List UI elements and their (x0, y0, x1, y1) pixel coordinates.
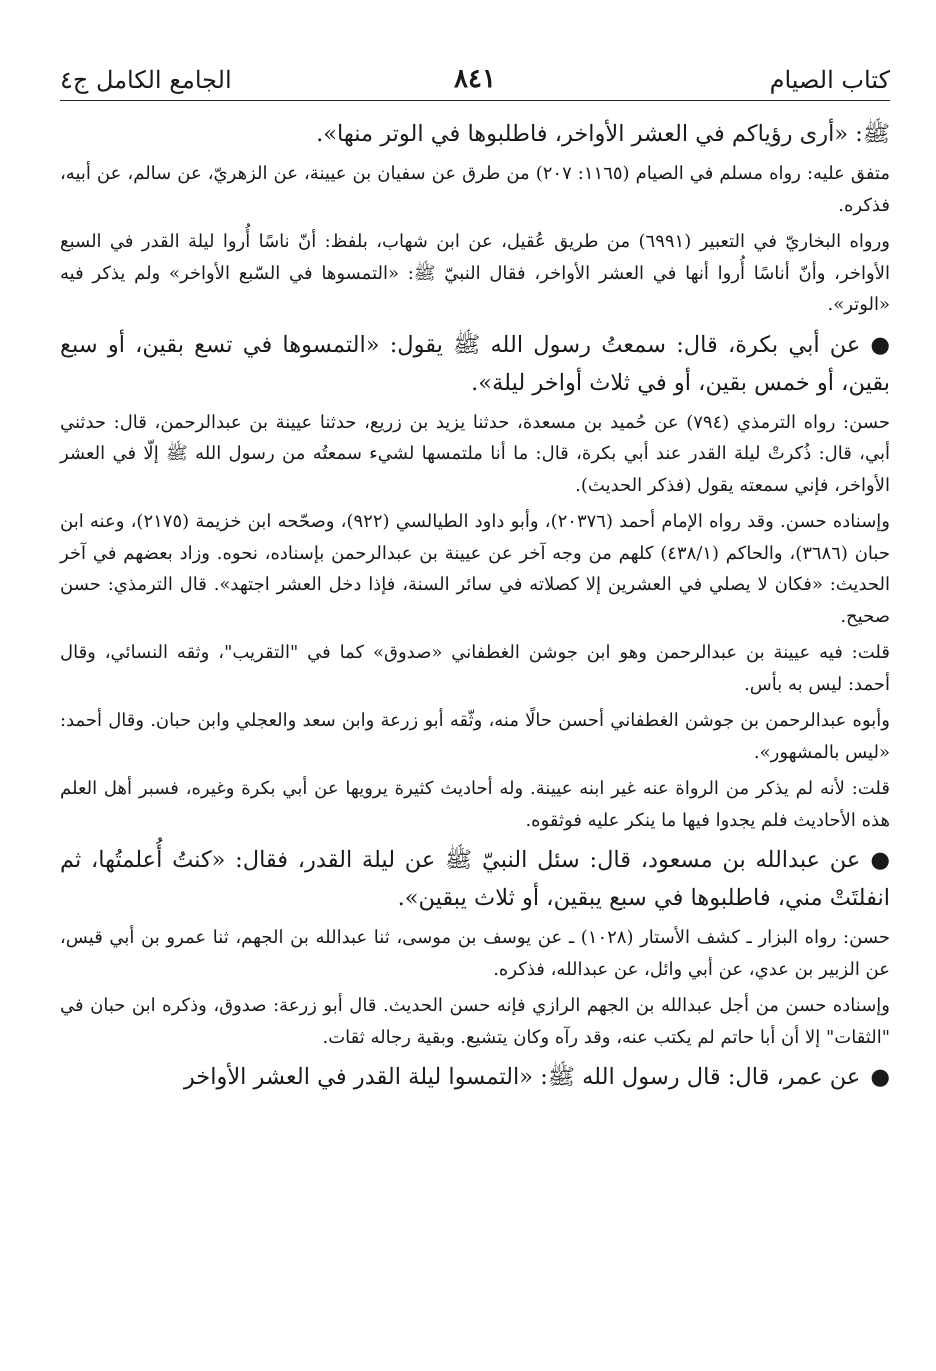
commentary-paragraph: قلت: لأنه لم يذكر من الرواة عنه غير ابنه عيينة. وله أحاديث كثيرة يرويها عن أبي بكرة وغيره، فسبر أهل العلم هذه الأحاديث فلم يجدوا فيها ما ينكر عليه فوثقوه. (60, 778, 890, 831)
commentary-paragraph: حسن: رواه البزار ـ كشف الأستار (١٠٢٨) ـ عن يوسف بن موسى، ثنا عبدالله بن الجهم، ثنا عمرو بن أبي قيس، عن الزبير بن عدي، عن أبي وائل، عن عبدالله، فذكره. (60, 927, 891, 980)
hadith-text: ●عن عبدالله بن مسعود، قال: سئل النبيّ ﷺ عن ليلة القدر، فقال: «كنتُ أُعلمتُها، ثم انفلتَتْ مني، فاطلبوها في سبع يبقين، أو ثلاث يبقين». (60, 841, 890, 917)
hadith-text: ●عن عمر، قال: قال رسول الله ﷺ: «التمسوا ليلة القدر في العشر الأواخر (60, 1058, 890, 1096)
page-content (60, 115, 890, 1096)
commentary-paragraph: متفق عليه: رواه مسلم في الصيام (١١٦٥: ٢٠٧) من طرق عن سفيان بن عيينة، عن الزهريّ، عن سالم، عن أبيه، فذكره. (60, 163, 891, 216)
commentary-paragraph: وإسناده حسن من أجل عبدالله بن الجهم الرازي فإنه حسن الحديث. قال أبو زرعة: صدوق، وذكره ابن حبان في "الثقات" إلا أن أبا حاتم لم يكتب عنه، وقد رآه وكان يتشيع. وبقية رجاله ثقات. (60, 995, 890, 1048)
commentary-paragraph: وأبوه عبدالرحمن بن جوشن الغطفاني أحسن حالًا منه، وثّقه أبو زرعة وابن سعد والعجلي وابن حبان. وقال أحمد: «ليس بالمشهور». (60, 710, 890, 763)
commentary-paragraph: قلت: فيه عيينة بن عبدالرحمن وهو ابن جوشن الغطفاني «صدوق» كما في "التقريب"، وثقه النسائي، وقال أحمد: ليس به بأس. (60, 642, 890, 695)
hadith-text: ﷺ: «أرى رؤياكم في العشر الأواخر، فاطلبوها في الوتر منها». (316, 121, 890, 147)
book-page (60, 60, 890, 1101)
hadith-text: ●عن أبي بكرة، قال: سمعتُ رسول الله ﷺ يقول: «التمسوها في تسع بقين، أو سبع بقين، أو خمس بقين، أو في ثلاث أواخر ليلة». (60, 326, 890, 402)
page-header (60, 60, 890, 101)
bullet-icon: ● (870, 847, 890, 873)
page-number: ٨٤١ (454, 64, 496, 94)
book-title: كتاب الصيام (769, 66, 890, 94)
work-title: الجامع الكامل ج٤ (60, 66, 232, 94)
bullet-icon: ● (870, 331, 890, 358)
commentary-paragraph: ورواه البخاريّ في التعبير (٦٩٩١) من طريق عُقيل، عن ابن شهاب، بلفظ: أنّ ناسًا أُروا ليلة القدر في السبع الأواخر، وأنّ أناسًا أُروا أنها في العشر الأواخر، فقال النبيّ ﷺ: «التمسوها في السّبع الأواخر» ولم يذكر فيه «الوتر». (60, 231, 890, 315)
commentary-paragraph: حسن: رواه الترمذي (٧٩٤) عن حُميد بن مسعدة، حدثنا يزيد بن زريع، حدثنا عيينة بن عبدالرحمن، قال: حدثني أبي، قال: ذُكرتْ ليلة القدر عند أبي بكرة، قال: ما أنا ملتمسها لشيء سمعتُه من رسول الله ﷺ إلّا في العشر الأواخر، فإني سمعته يقول (فذكر الحديث). (60, 411, 890, 496)
commentary-paragraph: وإسناده حسن. وقد رواه الإمام أحمد (٢٠٣٧٦)، وأبو داود الطيالسي (٩٢٢)، وصحّحه ابن خزيمة (٢١٧٥)، وعنه ابن حبان (٣٦٨٦)، والحاكم (٤٣٨/١) كلهم من وجه آخر عن عيينة بن عبدالرحمن بإسناده، نحوه. وزاد بعضهم في آخر الحديث: «فكان لا يصلي في العشرين إلا كصلاته في سائر السنة، فإذا دخل العشر اجتهد». قال الترمذي: حسن صحيح. (60, 511, 890, 627)
bullet-icon: ● (870, 1064, 890, 1090)
